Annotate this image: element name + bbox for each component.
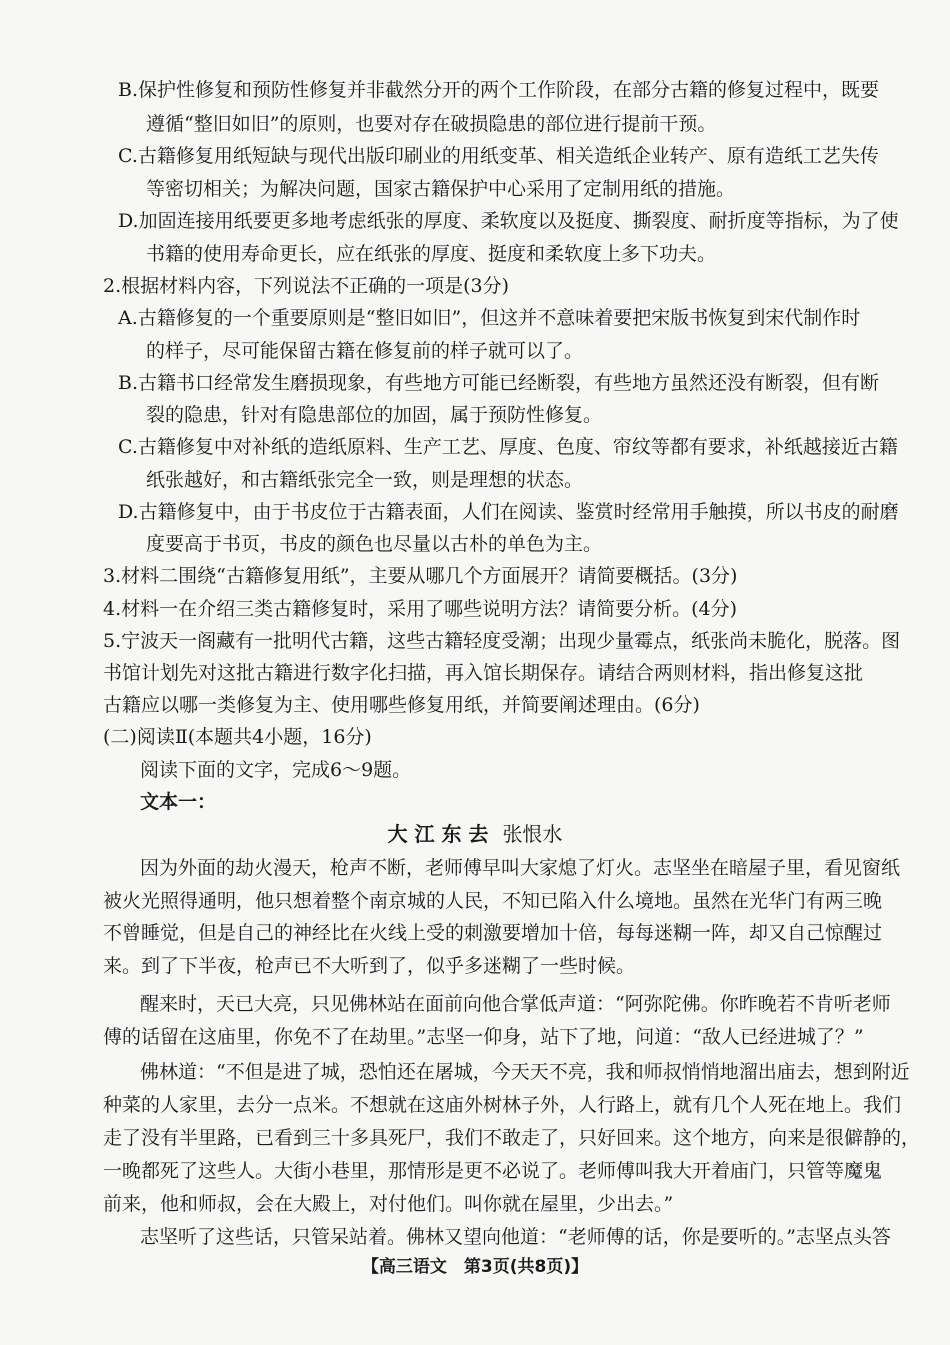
option-b-line-1: B.保护性修复和预防性修复并非截然分开的两个工作阶段，在部分古籍的修复过程中，既要 (118, 79, 880, 101)
paragraph-1-line-1: 因为外面的劫火漫天，枪声不断，老师傅早叫大家熄了灯火。志坚坐在暗屋子里，看见窗纸 (140, 857, 901, 879)
question-5-line-1: 5.宁波天一阁藏有一批明代古籍，这些古籍轻度受潮；出现少量霉点，纸张尚未脆化，脱落。图 (103, 630, 901, 652)
q2-option-a-line-1: A.古籍修复的一个重要原则是“整旧如旧”，但这并不意味着要把宋版书恢复到宋代制作时 (118, 307, 861, 329)
question-5-line-2: 书馆计划先对这批古籍进行数字化扫描，再入馆长期保存。请结合两则材料，指出修复这批 (103, 662, 864, 684)
paragraph-3-line-5: 前来，他和师叔，会在大殿上，对付他们。叫你就在屋里，少出去。” (103, 1193, 674, 1215)
q2-option-d-line-1: D.古籍修复中，由于书皮位于古籍表面，人们在阅读、鉴赏时经常用手触摸，所以书皮的耐磨 (118, 501, 899, 523)
text-one-label: 文本一： (140, 791, 217, 813)
option-d-line-2: 书籍的使用寿命更长，应在纸张的厚度、挺度和柔软度上多下功夫。 (146, 243, 717, 265)
q2-option-c-line-2: 纸张越好，和古籍纸张完全一致，则是理想的状态。 (146, 469, 584, 491)
paragraph-2-line-1: 醒来时，天已大亮，只见佛林站在面前向他合掌低声道：“阿弥陀佛。你昨晚若不肯听老师 (140, 993, 891, 1015)
option-c-line-2: 等密切相关；为解决问题，国家古籍保护中心采用了定制用纸的措施。 (146, 178, 736, 200)
paragraph-1-line-4: 来。到了下半夜，枪声已不大听到了，似乎多迷糊了一些时候。 (103, 955, 636, 977)
passage-title-line (0, 818, 950, 850)
question-4: 4.材料一在介绍三类古籍修复时，采用了哪些说明方法？请简要分析。(4分) (103, 598, 738, 620)
paragraph-3-line-4: 一晚都死了这些人。大街小巷里，那情形是更不必说了。老师傅叫我大开着庙门，只管等魔鬼 (103, 1160, 883, 1182)
paragraph-2-line-2: 傅的话留在这庙里，你免不了在劫里。”志坚一仰身，站下了地，问道：“敌人已经进城了？” (103, 1026, 864, 1048)
paragraph-1-line-2: 被火光照得通明，他只想着整个南京城的人民，不知已陷入什么境地。虽然在光华门有两三晚 (103, 890, 883, 912)
q2-option-b-line-2: 裂的隐患，针对有隐患部位的加固，属于预防性修复。 (146, 404, 603, 426)
paragraph-3-line-1: 佛林道：“不但是进了城，恐怕还在屠城，今天天不亮，我和师叔悄悄地溜出庙去，想到附近 (140, 1061, 910, 1083)
question-5-line-3: 古籍应以哪一类修复为主、使用哪些修复用纸，并简要阐述理由。(6分) (103, 694, 700, 716)
paragraph-3-line-3: 走了没有半里路，已看到三十多具死尸，我们不敢走了，只好回来。这个地方，向来是很僻静的， (103, 1127, 921, 1149)
q2-option-d-line-2: 度要高于书页，书皮的颜色也尽量以古朴的单色为主。 (146, 533, 603, 555)
paragraph-1-line-3: 不曾睡觉，但是自己的神经比在火线上受的刺激要增加十倍，每每迷糊一阵，却又自己惊醒过 (103, 922, 883, 944)
question-3: 3.材料二围绕“古籍修复用纸”，主要从哪几个方面展开？请简要概括。(3分) (103, 565, 738, 587)
page-footer: 【高三语文 第3页(共8页)】 (361, 1257, 589, 1277)
option-c-line-1: C.古籍修复用纸短缺与现代出版印刷业的用纸变革、相关造纸企业转产、原有造纸工艺失传 (118, 145, 879, 167)
option-d-line-1: D.加固连接用纸要更多地考虑纸张的厚度、柔软度以及挺度、撕裂度、耐折度等指标，为了使 (118, 210, 899, 232)
passage-title: 大 江 东 去 (387, 822, 489, 846)
q2-option-a-line-2: 的样子，尽可能保留古籍在修复前的样子就可以了。 (146, 340, 584, 362)
q2-option-b-line-1: B.古籍书口经常发生磨损现象，有些地方可能已经断裂，有些地方虽然还没有断裂，但有断 (118, 372, 880, 394)
q2-option-c-line-1: C.古籍修复中对补纸的造纸原料、生产工艺、厚度、色度、帘纹等都有要求，补纸越接近古籍 (118, 436, 898, 458)
paragraph-3-line-2: 种菜的人家里，去分一点米。不想就在这庙外树林子外，人行路上，就有几个人死在地上。我们 (103, 1094, 902, 1116)
paragraph-4-line-1: 志坚听了这些话，只管呆站着。佛林又望向他道：“老师傅的话，你是要听的。”志坚点头答 (140, 1226, 891, 1248)
option-b-line-2: 遵循“整旧如旧”的原则，也要对存在破损隐患的部位进行提前干预。 (146, 113, 717, 135)
question-2-stem: 2.根据材料内容，下列说法不正确的一项是(3分) (103, 275, 510, 297)
passage-author: 张恨水 (502, 822, 563, 846)
reading-instruction: 阅读下面的文字，完成6～9题。 (140, 759, 412, 781)
section-heading-reading-2: (二)阅读Ⅱ(本题共4小题，16分) (103, 726, 372, 748)
